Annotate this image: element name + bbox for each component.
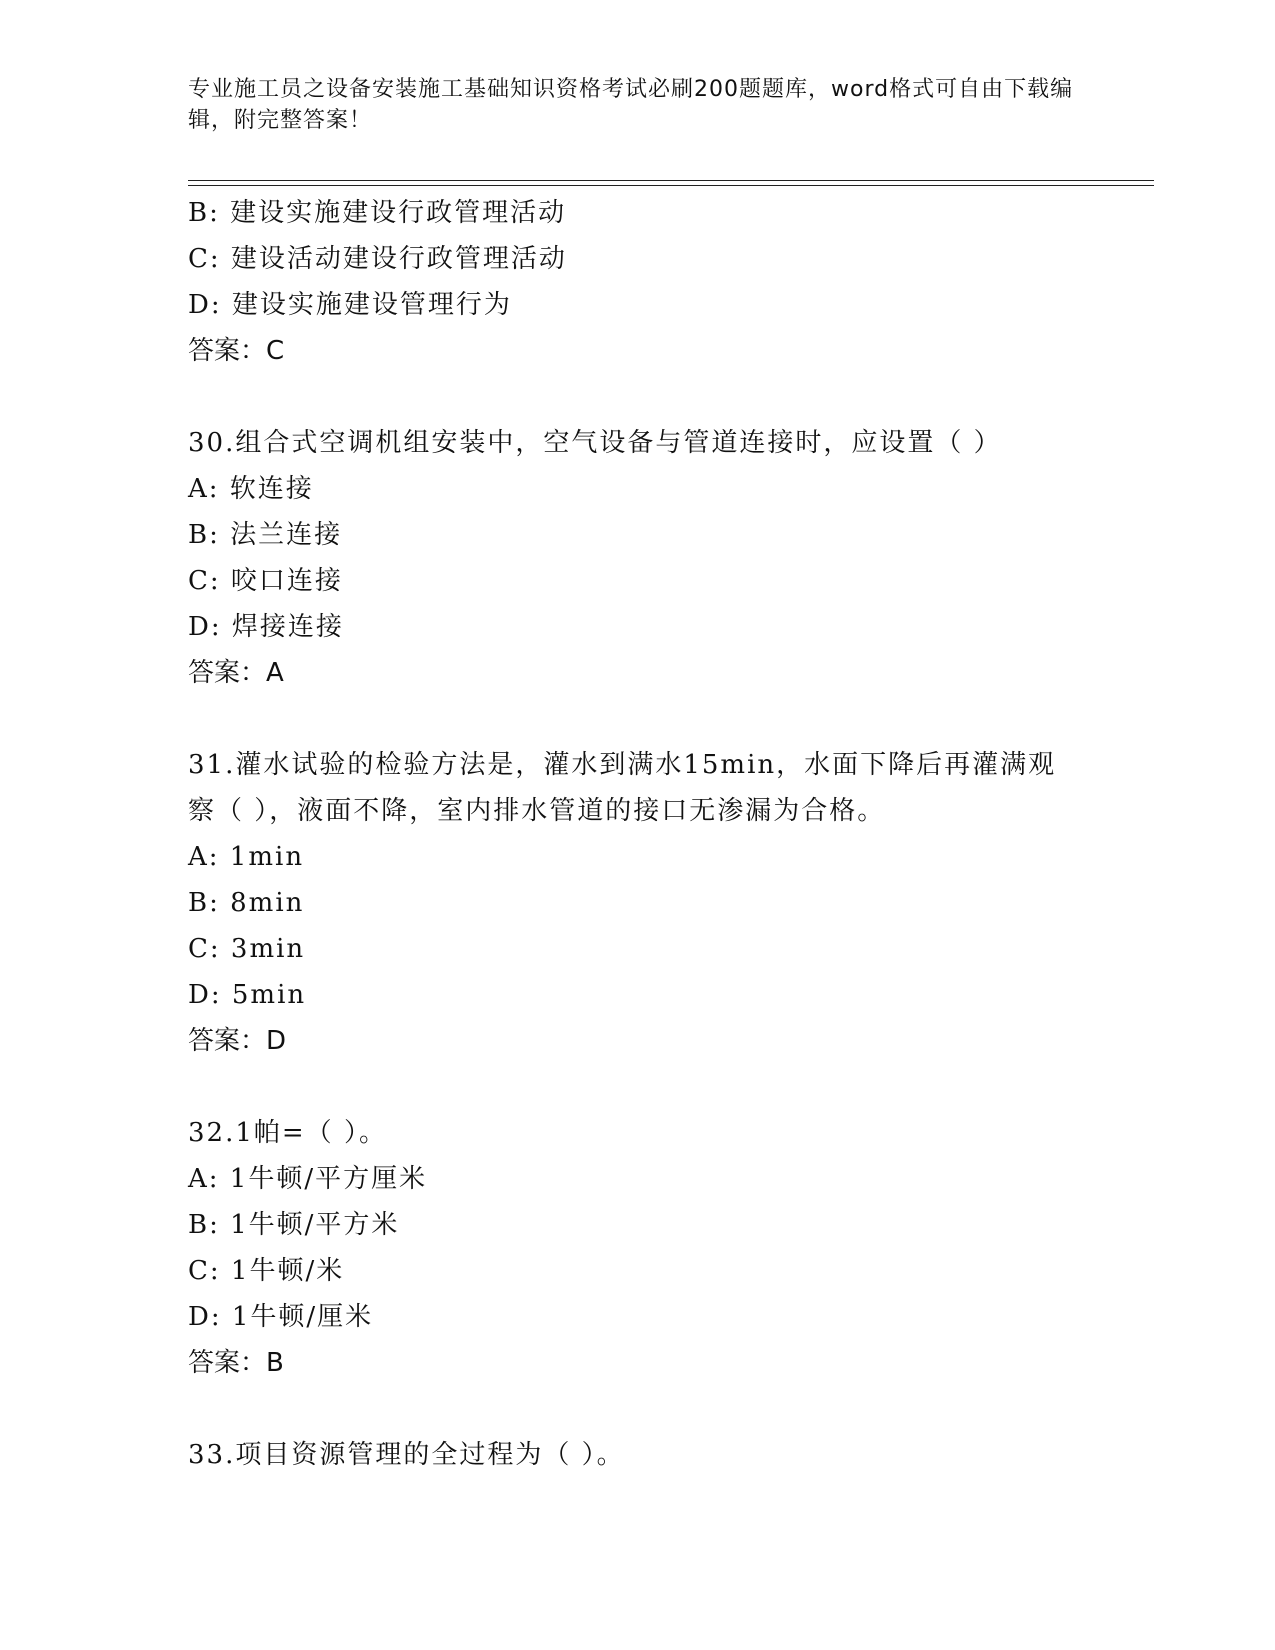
option-d: D: 建设实施建设管理行为 (188, 290, 512, 320)
question-text: 32.1帕=（ ）。 (188, 1118, 387, 1148)
header-divider-bottom (188, 185, 1154, 186)
option-b: B: 8min (188, 888, 305, 918)
question-block-29 (188, 190, 1088, 374)
answer-line: 答案：A (188, 658, 284, 688)
question-block-30 (188, 420, 1088, 696)
option-b: B: 法兰连接 (188, 520, 343, 550)
option-c: C: 3min (188, 934, 306, 964)
question-text-line-1: 31.灌水试验的检验方法是，灌水到满水15min，水面下降后再灌满观 (188, 750, 1057, 780)
answer-line: 答案：B (188, 1348, 284, 1378)
question-block-31 (188, 742, 1088, 1064)
answer-line: 答案：C (188, 336, 285, 366)
question-text: 33.项目资源管理的全过程为（ ）。 (188, 1440, 625, 1470)
question-text: 30.组合式空调机组安装中，空气设备与管道连接时，应设置（ ） (188, 428, 1002, 458)
option-a: A: 1牛顿/平方厘米 (188, 1164, 428, 1194)
option-c: C: 建设活动建设行政管理活动 (188, 244, 567, 274)
header-divider-top (188, 180, 1154, 181)
option-a: A: 软连接 (188, 474, 314, 504)
option-b: B: 1牛顿/平方米 (188, 1210, 400, 1240)
option-c: C: 1牛顿/米 (188, 1256, 345, 1286)
option-d: D: 5min (188, 980, 307, 1010)
option-b: B: 建设实施建设行政管理活动 (188, 198, 567, 228)
option-d: D: 焊接连接 (188, 612, 344, 642)
question-block-33 (188, 1432, 1088, 1478)
document-header: 专业施工员之设备安装施工基础知识资格考试必刷200题题库，word格式可自由下载编辑，附完整答案！ (188, 77, 1074, 133)
option-c: C: 咬口连接 (188, 566, 343, 596)
question-text-line-2: 察（ ），液面不降，室内排水管道的接口无渗漏为合格。 (188, 796, 886, 826)
option-a: A: 1min (188, 842, 305, 872)
question-list (188, 190, 1088, 1478)
option-d: D: 1牛顿/厘米 (188, 1302, 374, 1332)
question-block-32 (188, 1110, 1088, 1386)
answer-line: 答案：D (188, 1026, 287, 1056)
